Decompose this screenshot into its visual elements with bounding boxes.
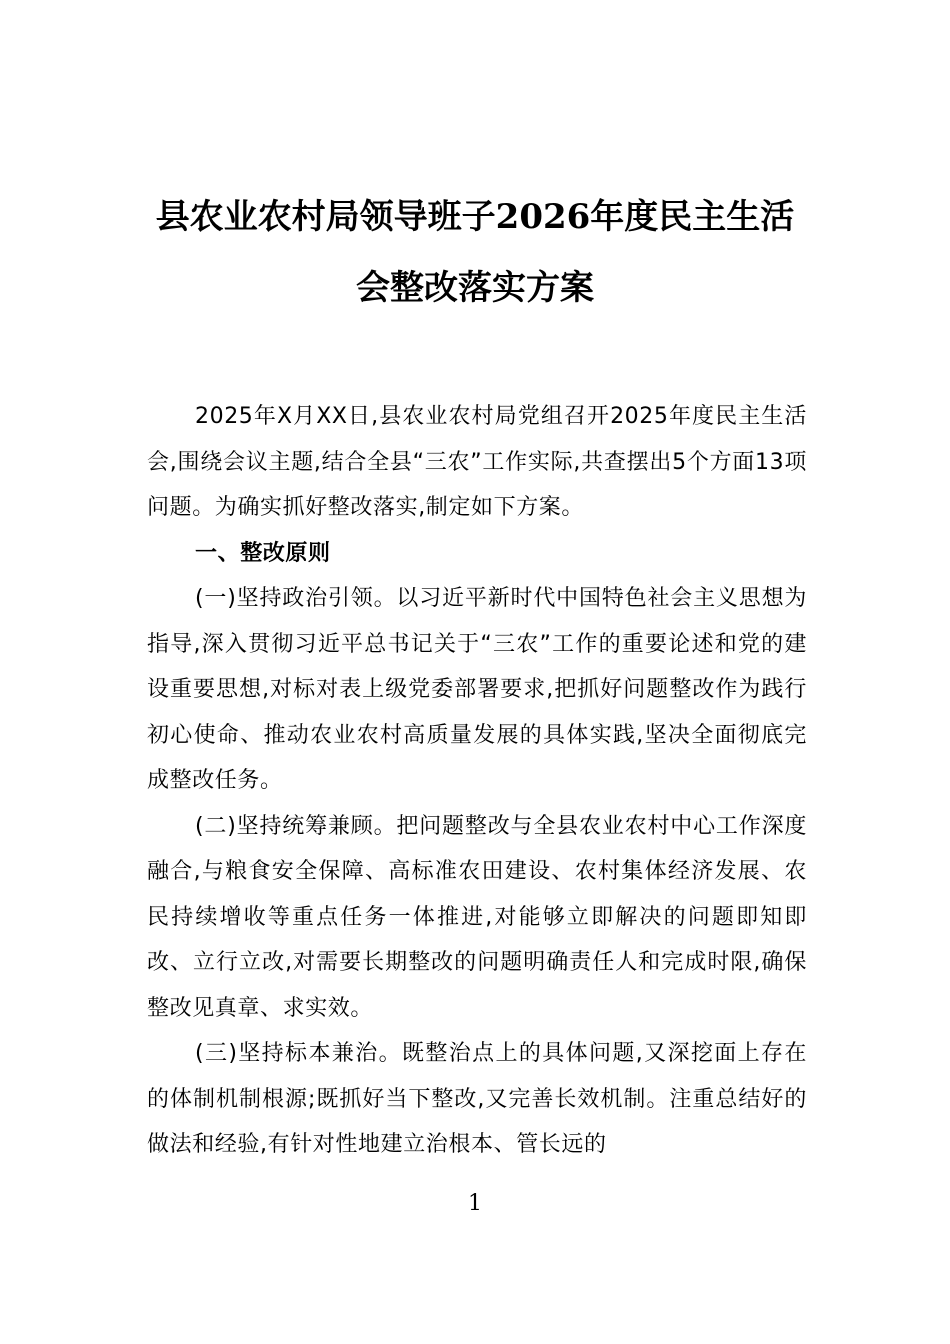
page-number: 1 <box>468 1191 482 1216</box>
document-title-line-2: 会整改落实方案 <box>356 268 594 308</box>
principle-paragraph-1: (一)坚持政治引领。以习近平新时代中国特色社会主义思想为指导,深入贯彻习近平总书记关于“三农”工作的重要论述和党的建设重要思想,对标对表上级党委部署要求,把抓好问题整改作为践行初心使命、推动农业农村高质量发展的具体实践,坚决全面彻底完成整改任务。 <box>147 586 807 793</box>
principle-paragraph-3: (三)坚持标本兼治。既整治点上的具体问题,又深挖面上存在的体制机制根源;既抓好当下整改,又完善长效机制。注重总结好的做法和经验,有针对性地建立治根本、管长远的 <box>147 1041 807 1157</box>
document-body <box>147 394 807 1168</box>
intro-paragraph: 2025年X月XX日,县农业农村局党组召开2025年度民主生活会,围绕会议主题,结合全县“三农”工作实际,共查摆出5个方面13项问题。为确实抓好整改落实,制定如下方案。 <box>147 404 807 520</box>
principle-paragraph-2: (二)坚持统筹兼顾。把问题整改与全县农业农村中心工作深度融合,与粮食安全保障、高标准农田建设、农村集体经济发展、农民持续增收等重点任务一体推进,对能够立即解决的问题即知即改、立行立改,对需要长期整改的问题明确责任人和完成时限,确保整改见真章、求实效。 <box>147 813 807 1021</box>
section-heading-principles: 一、整改原则 <box>195 540 331 566</box>
document-title-line-1: 县农业农村局领导班子2026年度民主生活 <box>155 197 795 237</box>
